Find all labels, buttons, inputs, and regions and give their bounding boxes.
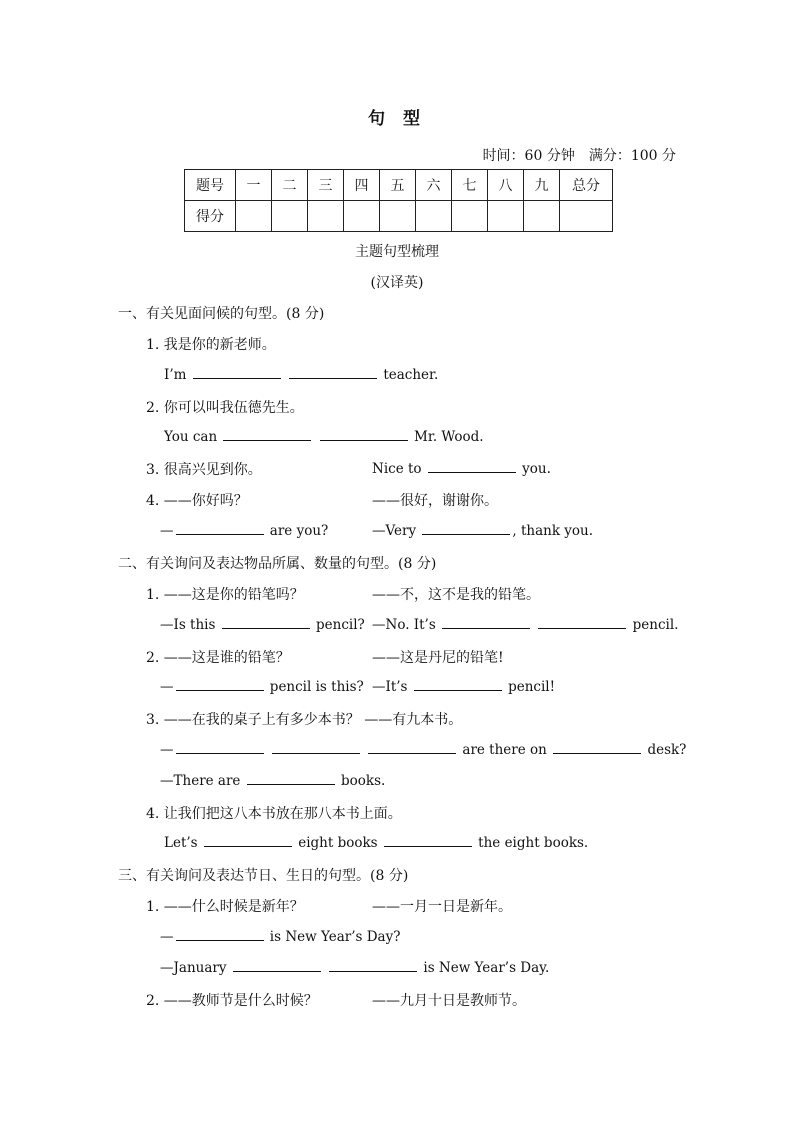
answer-blank[interactable]	[176, 928, 264, 941]
answer-blank[interactable]	[176, 522, 264, 535]
score-input-cell[interactable]	[272, 201, 308, 232]
score-header-cell: 五	[380, 170, 416, 201]
answer-text: is New Year’s Day?	[269, 929, 401, 945]
answer-line	[372, 460, 551, 477]
score-header-cell: 四	[344, 170, 380, 201]
score-header-cell: 二	[272, 170, 308, 201]
question-text: 2. ——教师节是什么时候？	[146, 993, 318, 1009]
answer-blank[interactable]	[176, 741, 264, 754]
score-header-cell: 一	[236, 170, 272, 201]
answer-blank[interactable]	[204, 834, 292, 847]
answer-text: —There are	[160, 773, 241, 789]
answer-text: pencil.	[632, 617, 679, 633]
answer-text: pencil!	[508, 679, 556, 695]
question-text: 4. ——你好吗？	[146, 493, 248, 509]
answer-text: pencil is this?	[269, 679, 364, 695]
answer-line	[160, 741, 686, 758]
answer-blank[interactable]	[289, 366, 377, 379]
question-text: 2. 你可以叫我伍德先生。	[146, 400, 304, 416]
score-row-label: 得分	[185, 201, 236, 232]
answer-line	[160, 678, 364, 695]
section-2-heading: 二、有关询问及表达物品所属、数量的句型。(8 分)	[118, 556, 437, 572]
question-text: 2. ——这是谁的铅笔？	[146, 650, 290, 666]
answer-text: —	[160, 929, 174, 945]
answer-line	[164, 834, 588, 851]
question-text: 1. ——什么时候是新年？	[146, 899, 304, 915]
answer-text: is New Year’s Day.	[423, 960, 550, 976]
score-input-cell[interactable]	[488, 201, 524, 232]
response-text: ——一月一日是新年。	[372, 899, 512, 915]
answer-blank[interactable]	[272, 741, 360, 754]
answer-text: books.	[341, 773, 386, 789]
score-header-cell: 七	[452, 170, 488, 201]
answer-text: —Is this	[160, 617, 216, 633]
page-title: 句 型	[368, 109, 426, 129]
answer-text: —It’s	[372, 679, 408, 695]
answer-line	[164, 428, 484, 445]
answer-text: —January	[160, 960, 227, 976]
answer-text: are there on	[462, 742, 547, 758]
answer-text: are you?	[269, 523, 329, 539]
answer-line	[160, 772, 385, 789]
answer-blank[interactable]	[233, 959, 321, 972]
answer-blank[interactable]	[538, 616, 626, 629]
score-input-cell[interactable]	[236, 201, 272, 232]
score-header-cell: 总分	[560, 170, 613, 201]
answer-blank[interactable]	[414, 678, 502, 691]
answer-text: teacher.	[383, 367, 439, 383]
answer-text: , thank you.	[512, 523, 594, 539]
answer-text: —Very	[372, 523, 417, 539]
answer-text: —	[160, 679, 174, 695]
score-header-cell: 题号	[185, 170, 236, 201]
answer-blank[interactable]	[384, 834, 472, 847]
exam-meta: 时间：60 分钟 满分：100 分	[482, 148, 676, 164]
answer-blank[interactable]	[329, 959, 417, 972]
score-input-cell[interactable]	[344, 201, 380, 232]
answer-text: —	[160, 742, 174, 758]
answer-text: desk?	[647, 742, 687, 758]
answer-line	[164, 366, 438, 383]
answer-text: Let’s	[164, 835, 198, 851]
answer-blank[interactable]	[223, 428, 311, 441]
answer-blank[interactable]	[222, 616, 310, 629]
score-header-cell: 九	[524, 170, 560, 201]
answer-line	[372, 522, 593, 539]
answer-text: eight books	[298, 835, 378, 851]
score-header-cell: 八	[488, 170, 524, 201]
answer-line	[160, 522, 328, 539]
answer-blank[interactable]	[193, 366, 281, 379]
answer-text: I’m	[164, 367, 187, 383]
score-input-cell[interactable]	[452, 201, 488, 232]
answer-blank[interactable]	[422, 522, 510, 535]
question-text: 4. 让我们把这八本书放在那八本书上面。	[146, 806, 402, 822]
response-text: ——九月十日是教师节。	[372, 993, 526, 1009]
score-table	[184, 169, 613, 232]
question-text: 3. ——在我的桌子上有多少本书？ ——有九本书。	[146, 712, 463, 728]
answer-text: Mr. Wood.	[414, 429, 484, 445]
question-text: 3. 很高兴见到你。	[146, 462, 262, 478]
answer-text: You can	[164, 429, 218, 445]
response-text: ——这是丹尼的铅笔!	[372, 650, 504, 666]
answer-blank[interactable]	[428, 460, 516, 473]
response-text: ——不，这不是我的铅笔。	[372, 587, 540, 603]
score-header-cell: 六	[416, 170, 452, 201]
score-header-cell: 三	[308, 170, 344, 201]
answer-blank[interactable]	[176, 678, 264, 691]
answer-line	[160, 959, 549, 976]
answer-text: you.	[522, 461, 551, 477]
section-instruction: (汉译英)	[370, 275, 424, 291]
answer-blank[interactable]	[368, 741, 456, 754]
answer-text: pencil?	[316, 617, 365, 633]
answer-line	[160, 616, 365, 633]
answer-text: Nice to	[372, 461, 422, 477]
response-text: ——很好，谢谢你。	[372, 493, 498, 509]
answer-text: the eight books.	[478, 835, 589, 851]
answer-blank[interactable]	[442, 616, 530, 629]
section-subtitle: 主题句型梳理	[355, 244, 439, 260]
answer-text: —	[160, 523, 174, 539]
score-input-cell[interactable]	[416, 201, 452, 232]
score-input-cell[interactable]	[524, 201, 560, 232]
answer-blank[interactable]	[320, 428, 408, 441]
section-3-heading: 三、有关询问及表达节日、生日的句型。(8 分)	[118, 868, 409, 884]
score-table-header-row	[185, 170, 613, 201]
score-input-cell[interactable]	[380, 201, 416, 232]
section-1-heading: 一、有关见面问候的句型。(8 分)	[118, 306, 325, 322]
answer-line	[372, 678, 555, 695]
score-input-cell[interactable]	[308, 201, 344, 232]
answer-blank[interactable]	[553, 741, 641, 754]
question-text: 1. 我是你的新老师。	[146, 337, 276, 353]
answer-line	[372, 616, 678, 633]
score-input-cell[interactable]	[560, 201, 613, 232]
answer-blank[interactable]	[247, 772, 335, 785]
question-text: 1. ——这是你的铅笔吗？	[146, 587, 304, 603]
score-table-score-row	[185, 201, 613, 232]
answer-text: —No. It’s	[372, 617, 436, 633]
answer-line	[160, 928, 400, 945]
